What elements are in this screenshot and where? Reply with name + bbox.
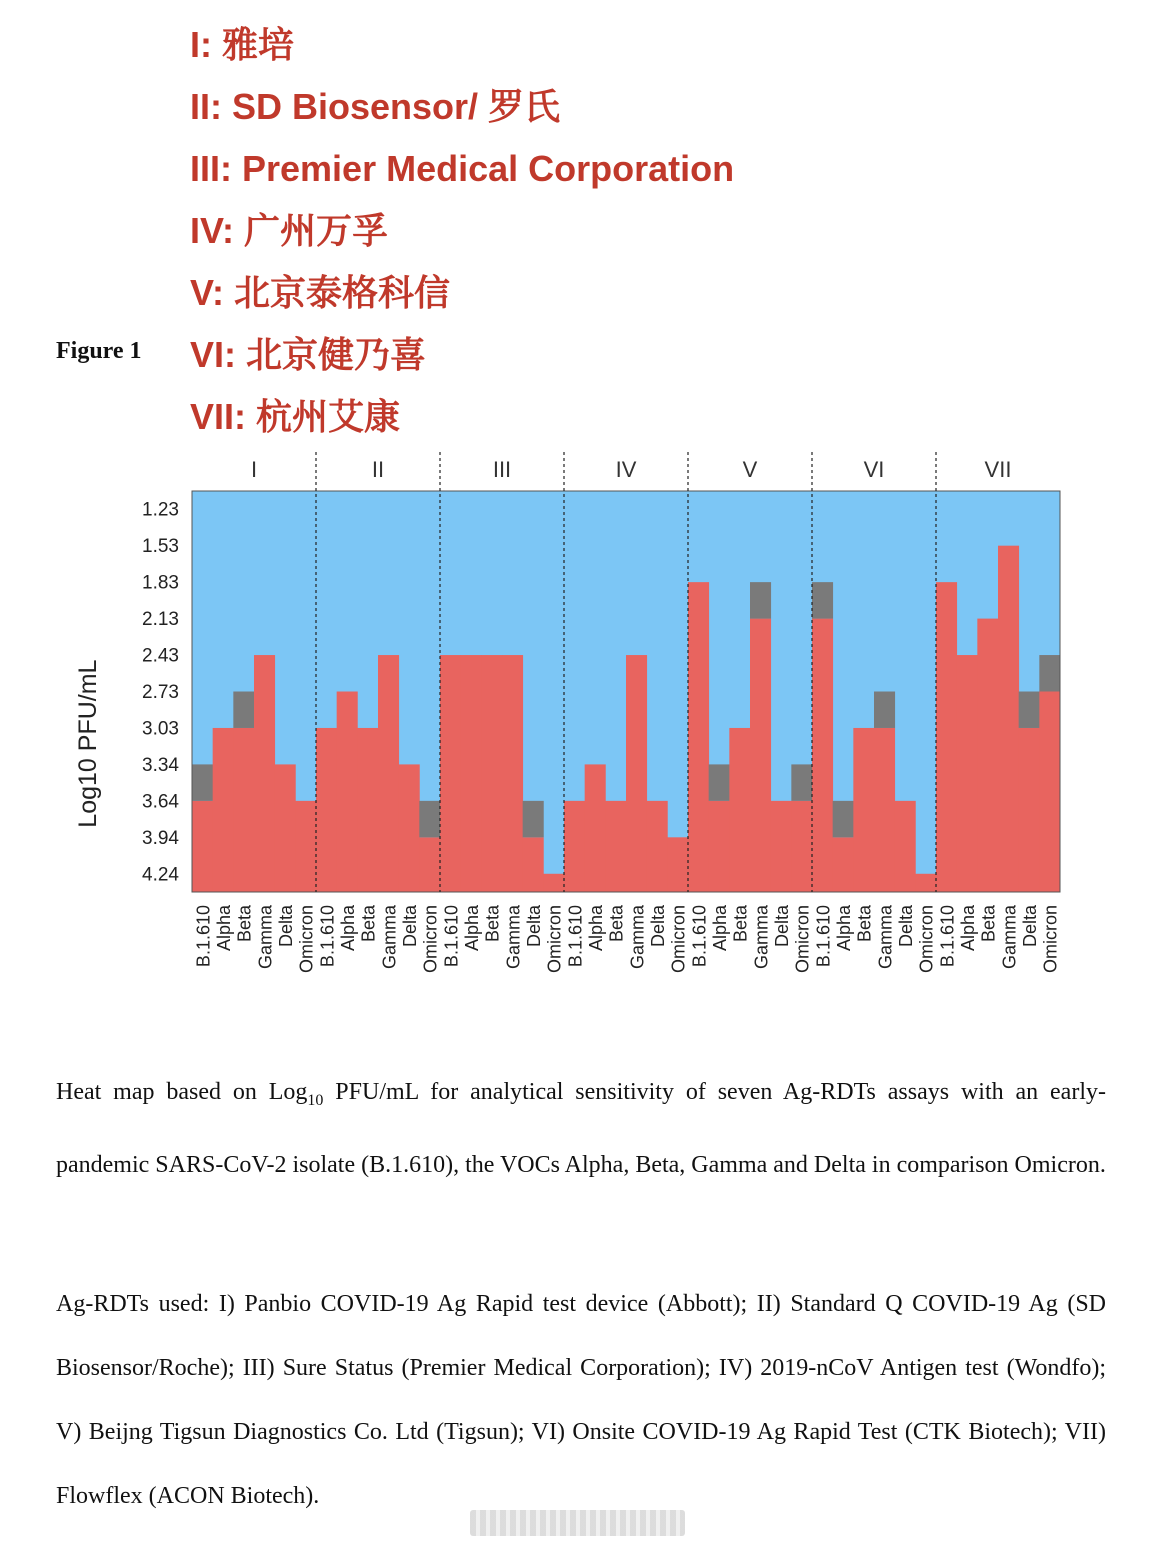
legend-line-2: II: SD Biosensor/ 罗氏 [190,86,561,127]
heat-bar-IV-omicron [667,837,688,892]
figure-caption [56,1060,1106,1197]
heat-bar-IV-delta [647,801,668,892]
caption-text-b: PFU/mL for analytical sensitivity of seven Ag-RDTs assays with an early-pandemic SARS-CoV-2 isolate (B.1.610), the VOCs Alpha, Beta, Gamma and Delta in comparison Omicron. [56,1079,1106,1178]
x-tick-label: Omicron [296,905,317,974]
y-tick-label: 3.64 [142,791,179,813]
heatmap-chart [0,440,1172,1000]
heat-bar-I-gamma [254,655,275,892]
heat-bar-VII-beta [977,619,998,892]
partial-cell-V-gamma [750,582,771,618]
x-tick-label: Alpha [586,905,606,952]
x-tick-label: Beta [482,905,503,943]
x-tick-label: Omicron [544,905,565,974]
y-tick-label: 2.13 [142,609,179,631]
x-tick-label: B.1.610 [193,905,214,968]
group-label-IV: IV [615,457,637,482]
y-tick-label: 3.94 [142,827,179,849]
caption-text-a: Heat map based on Log [56,1079,308,1105]
x-tick-label: Omicron [420,905,441,974]
legend-line-4: IV: 广州万孚 [190,210,389,251]
heat-bar-I-delta [275,764,296,892]
x-tick-label: Gamma [255,905,276,970]
y-tick-label: 2.73 [142,682,179,703]
legend-line-5: V: 北京泰格科信 [190,272,451,313]
x-tick-label: B.1.610 [813,905,834,968]
x-tick-label: Omicron [916,905,937,974]
group-label-II: II [371,457,385,482]
heat-bar-V-beta [729,728,750,892]
heat-bar-VI-beta [853,728,874,892]
x-tick-label: Delta [772,905,792,948]
heat-bar-V-gamma [750,619,771,892]
y-tick-label: 3.03 [142,718,179,740]
heat-bar-VII-alpha [957,655,978,892]
watermark [470,1510,685,1536]
partial-cell-VI-alpha [833,801,854,837]
heat-bar-IV-b1610 [564,801,585,892]
heat-bar-III-beta [481,655,502,892]
heat-bar-I-alpha [213,728,234,892]
group-label-III: III [492,457,512,482]
x-tick-label: Beta [234,905,255,943]
heat-bar-VI-omicron [915,874,936,892]
heat-bar-II-omicron [419,837,440,892]
heat-bar-I-omicron [295,801,316,892]
legend-line-6: VI: 北京健乃喜 [190,334,427,375]
x-tick-label: Delta [1020,905,1040,948]
heat-bar-III-alpha [461,655,482,892]
partial-cell-V-omicron [791,764,812,800]
group-label-VI: VI [863,457,885,482]
heat-bar-VI-delta [895,801,916,892]
heat-bar-V-b1610 [688,582,709,892]
y-tick-label: 3.34 [142,754,179,776]
heat-bar-VI-b1610 [812,619,833,892]
heat-bar-IV-beta [605,801,626,892]
y-tick-label: 2.43 [142,645,179,667]
x-tick-label: Gamma [751,905,772,970]
y-tick-label: 1.83 [142,572,179,594]
x-tick-label: Alpha [710,905,730,952]
x-tick-label: B.1.610 [937,905,958,968]
partial-cell-V-alpha [709,764,730,800]
x-tick-label: Gamma [999,905,1020,970]
group-label-V: V [742,457,758,482]
heat-bar-II-alpha [337,692,358,893]
x-tick-label: Gamma [503,905,524,970]
x-tick-label: Beta [358,905,379,943]
y-axis-title: Log10 PFU/mL [74,659,102,828]
heat-bar-II-beta [357,728,378,892]
assay-legend [190,14,734,448]
partial-cell-III-delta [523,801,544,837]
group-label-VII: VII [984,457,1012,482]
x-tick-label: Gamma [875,905,896,970]
x-tick-label: Delta [648,905,668,948]
heat-bar-II-b1610 [316,728,337,892]
partial-cell-VI-b1610 [812,582,833,618]
heat-bar-V-alpha [709,801,730,892]
heat-bar-VII-b1610 [936,582,957,892]
y-tick-label: 4.24 [142,864,179,886]
x-tick-label: B.1.610 [565,905,586,968]
x-tick-label: B.1.610 [317,905,338,968]
heat-bar-VII-delta [1019,728,1040,892]
x-tick-label: Omicron [668,905,689,974]
x-tick-label: Beta [978,905,999,943]
x-tick-label: Beta [854,905,875,943]
partial-cell-VII-delta [1019,692,1040,728]
legend-line-1: I: 雅培 [190,24,294,65]
x-tick-label: Omicron [1040,905,1061,974]
heat-bar-V-delta [771,801,792,892]
legend-line-7: VII: 杭州艾康 [190,396,401,437]
heat-bar-V-omicron [791,801,812,892]
y-tick-label: 1.23 [142,499,179,521]
heat-bar-VII-omicron [1039,692,1060,893]
x-tick-label: Alpha [214,905,234,952]
x-tick-label: Beta [730,905,751,943]
heat-bar-IV-gamma [626,655,647,892]
caption-subscript: 10 [307,1091,324,1109]
heat-bar-III-delta [523,837,544,892]
heat-bar-VI-gamma [874,728,895,892]
x-tick-label: Gamma [627,905,648,970]
x-tick-label: Alpha [958,905,978,952]
x-tick-label: Delta [896,905,916,948]
x-tick-label: Beta [606,905,627,943]
x-tick-label: Delta [524,905,544,948]
heat-bar-VII-gamma [998,546,1019,892]
heat-bar-I-b1610 [192,801,213,892]
partial-cell-VII-omicron [1039,655,1060,691]
heat-bar-II-delta [399,764,420,892]
heat-bar-III-b1610 [440,655,461,892]
x-tick-label: B.1.610 [689,905,710,968]
x-tick-label: Alpha [834,905,854,952]
x-tick-label: B.1.610 [441,905,462,968]
legend-line-3: III: Premier Medical Corporation [190,148,735,189]
heat-bar-III-omicron [543,874,564,892]
x-tick-label: Alpha [338,905,358,952]
heat-bar-IV-alpha [585,764,606,892]
x-tick-label: Delta [276,905,296,948]
partial-cell-I-b1610 [192,764,213,800]
heat-bar-VI-alpha [833,837,854,892]
heat-bar-I-beta [233,728,254,892]
partial-cell-I-beta [233,692,254,728]
figure-label: Figure 1 [56,338,142,364]
x-tick-label: Gamma [379,905,400,970]
partial-cell-II-omicron [419,801,440,837]
group-label-I: I [250,457,258,482]
x-tick-label: Alpha [462,905,482,952]
x-tick-label: Delta [400,905,420,948]
heat-bar-III-gamma [502,655,523,892]
heat-bar-II-gamma [378,655,399,892]
x-tick-label: Omicron [792,905,813,974]
assays-caption: Ag-RDTs used: I) Panbio COVID-19 Ag Rapid test device (Abbott); II) Standard Q COVID-19 Ag (SD Biosensor/Roche); III) Sure Status (Premier Medical Corporation); IV) 2019-nCoV Antigen test (Wondfo); V) Beijng Tigsun Diagnostics Co. Ltd (Tigsun); VI) Onsite COVID-19 Ag Rapid Test (CTK Biotech); VII) Flowflex (ACON Biotech). [56,1291,1106,1509]
y-tick-label: 1.53 [142,536,179,558]
partial-cell-VI-gamma [874,692,895,728]
